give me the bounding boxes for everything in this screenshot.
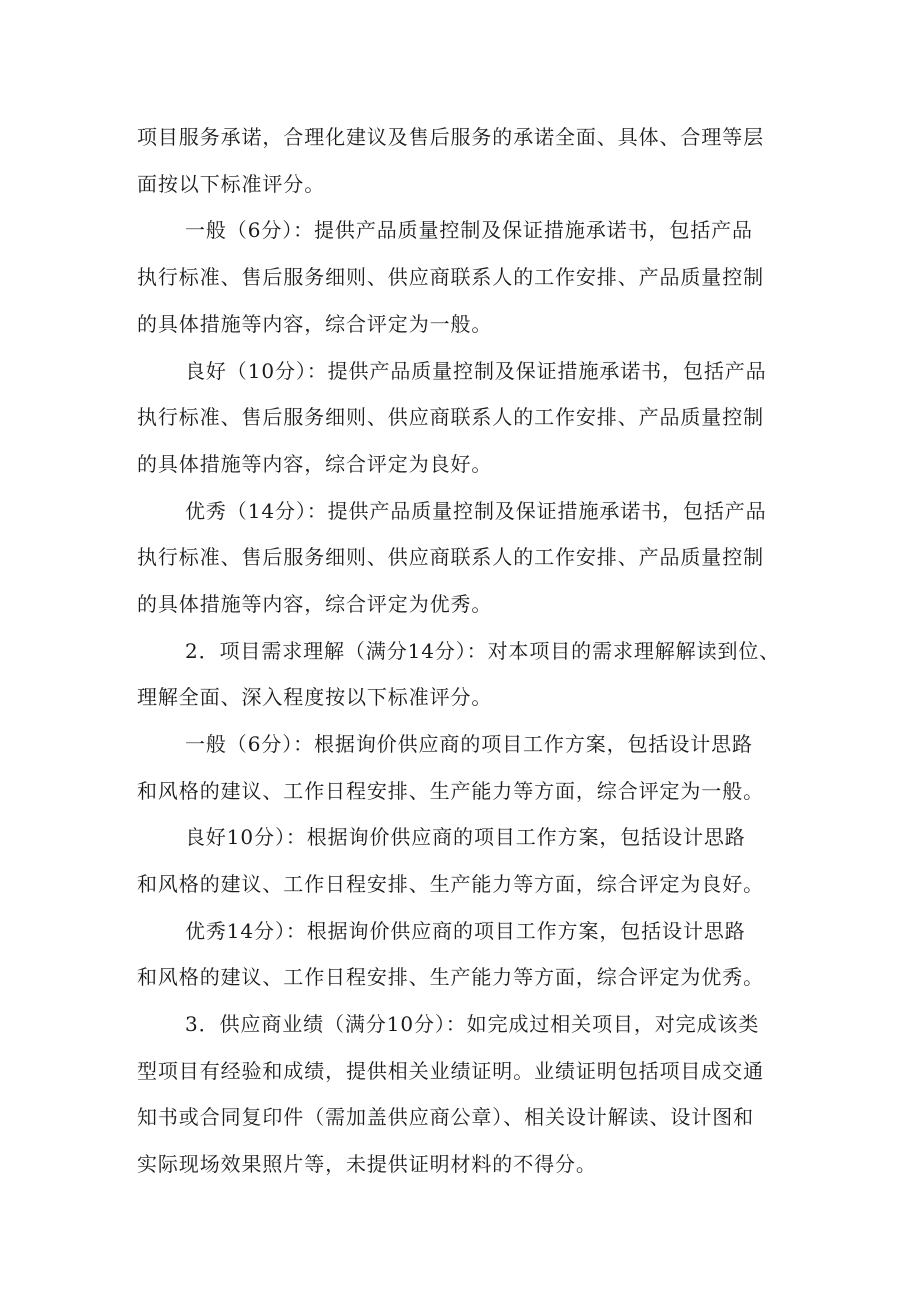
text-line: 和风格的建议、工作日程安排、生产能力等方面，综合评定为优秀。 — [137, 965, 764, 989]
text-line: 的具体措施等内容，综合评定为良好。 — [137, 452, 493, 476]
text-line: 良好（10分）：提供产品质量控制及保证措施承诺书，包括产品 — [185, 359, 767, 383]
text-line: 面按以下标准评分。 — [137, 172, 326, 196]
text-line: 优秀（14分）：提供产品质量控制及保证措施承诺书，包括产品 — [185, 499, 767, 523]
text-line: 的具体措施等内容，综合评定为优秀。 — [137, 592, 493, 616]
text-line: 一般（6分）：提供产品质量控制及保证措施承诺书，包括产品 — [185, 218, 753, 242]
text-line: 执行标准、售后服务细则、供应商联系人的工作安排、产品质量控制 — [137, 405, 764, 429]
text-line: 理解全面、深入程度按以下标准评分。 — [137, 685, 493, 709]
text-line: 的具体措施等内容，综合评定为一般。 — [137, 312, 493, 336]
text-line: 2．项目需求理解（满分14分）：对本项目的需求理解解读到位、 — [185, 639, 781, 663]
text-line: 3．供应商业绩（满分10分）：如完成过相关项目，对完成该类 — [185, 1012, 760, 1036]
text-line: 型项目有经验和成绩，提供相关业绩证明。业绩证明包括项目成交通 — [137, 1059, 764, 1083]
text-line: 知书或合同复印件（需加盖供应商公章）、相关设计解读、设计图和 — [137, 1105, 754, 1129]
text-line: 优秀14分）：根据询价供应商的项目工作方案，包括设计思路 — [185, 919, 746, 943]
text-line: 良好10分）：根据询价供应商的项目工作方案，包括设计思路 — [185, 825, 746, 849]
text-line: 一般（6分）：根据询价供应商的项目工作方案，包括设计思路 — [185, 732, 753, 756]
text-line: 项目服务承诺，合理化建议及售后服务的承诺全面、具体、合理等层 — [137, 125, 764, 149]
text-line: 实际现场效果照片等，未提供证明材料的不得分。 — [137, 1152, 597, 1176]
text-line: 执行标准、售后服务细则、供应商联系人的工作安排、产品质量控制 — [137, 265, 764, 289]
text-line: 和风格的建议、工作日程安排、生产能力等方面，综合评定为良好。 — [137, 872, 764, 896]
text-line: 和风格的建议、工作日程安排、生产能力等方面，综合评定为一般。 — [137, 779, 764, 803]
text-line: 执行标准、售后服务细则、供应商联系人的工作安排、产品质量控制 — [137, 545, 764, 569]
